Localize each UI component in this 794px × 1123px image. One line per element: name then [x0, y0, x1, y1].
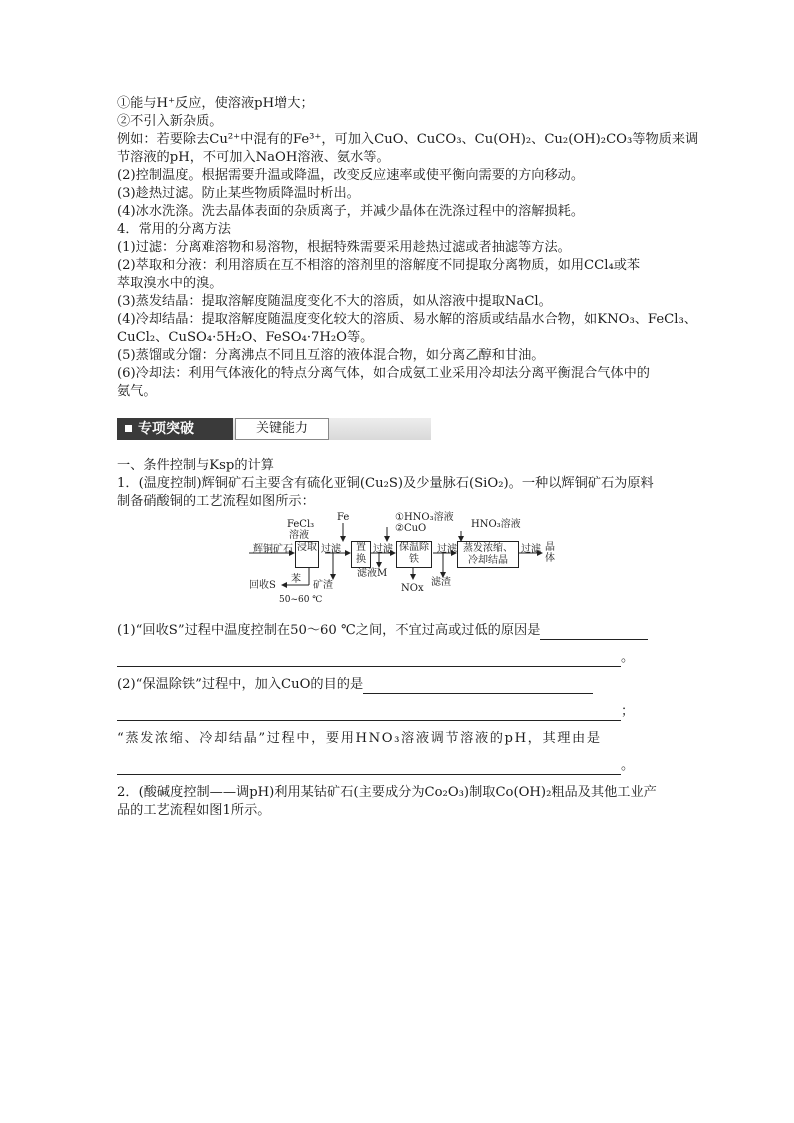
recover-label: 回收S — [249, 580, 276, 591]
sub-question: “蒸发浓缩、冷却结晶”过程中，要用HNO₃溶液调节溶液的pH，其理由是 — [117, 731, 602, 746]
residue-label: 矿渣 — [313, 580, 333, 591]
answer-blank[interactable] — [363, 679, 593, 694]
sub-question: (2)“保温除铁”过程中，加入CuO的目的是 — [117, 676, 679, 694]
filter-label: 过滤 — [321, 544, 341, 555]
filter-label: 过滤 — [521, 544, 541, 555]
text-line: (1)过滤：分离难溶物和易溶物，根据特殊需要采用趁热过滤或者抽滤等方法。 — [117, 240, 571, 255]
question-2-text: 品的工艺流程如图1所示。 — [117, 803, 271, 818]
nox-label: NOx — [401, 583, 424, 594]
text-line: 节溶液的pH，不可加入NaOH溶液、氨水等。 — [117, 150, 390, 165]
text-line: (3)趁热过滤。防止某些物质降温时析出。 — [117, 186, 360, 201]
square-bullet-icon — [125, 425, 132, 432]
text-line: 氨气。 — [117, 384, 157, 399]
answer-blank[interactable] — [117, 652, 621, 667]
question-1-text: 1．(温度控制)辉铜矿石主要含有硫化亚铜(Cu₂S)及少量脉石(SiO₂)。一种以辉铜矿石为原料 — [117, 476, 654, 491]
process-flow-diagram — [249, 512, 569, 612]
reagent-label: FeCl₃ — [287, 519, 315, 530]
text-line: (2)控制温度。根据需要升温或降温，改变反应速率或使平衡向需要的方向移动。 — [117, 168, 585, 183]
reagent-label: ②CuO — [395, 523, 427, 534]
text-line: 4．常用的分离方法 — [117, 222, 231, 237]
text-line: 例如：若要除去Cu²⁺中混有的Fe³⁺，可加入CuO、CuCO₃、Cu(OH)₂、Cu₂(OH)₂CO₃等物质来调 — [117, 132, 699, 147]
text-line: (2)萃取和分液：利用溶质在互不相溶的溶剂里的溶解度不同提取分离物质，如用CCl₄或苯 — [117, 258, 641, 273]
reagent-label: 溶液 — [289, 530, 309, 541]
banner-tag: 关键能力 — [235, 418, 329, 440]
answer-line: ； — [117, 703, 679, 721]
text-line: (6)冷却法：利用气体液化的特点分离气体，如合成氨工业采用冷却法分离平衡混合气体中的 — [117, 366, 650, 381]
step-box: 浸取 — [295, 541, 319, 568]
answer-blank[interactable] — [540, 625, 648, 640]
banner-section-label: 专项突破 — [117, 418, 233, 440]
filtrate-label: 滤液M — [357, 568, 388, 579]
answer-line: 。 — [117, 649, 679, 667]
reagent-label: Fe — [337, 512, 350, 523]
residue-label: 滤渣 — [431, 577, 451, 588]
text-line: ①能与H⁺反应，使溶液pH增大； — [117, 96, 314, 111]
benzene-label: 苯 — [291, 574, 301, 585]
section-banner — [117, 415, 431, 441]
text-line: ②不引入新杂质。 — [117, 114, 223, 129]
step-box: 蒸发浓缩、冷却结晶 — [457, 541, 519, 568]
text-line: (3)蒸发结晶：提取溶解度随温度变化不大的溶质，如从溶液中提取NaCl。 — [117, 294, 552, 309]
output-label: 晶体 — [545, 542, 555, 564]
text-line: CuCl₂、CuSO₄·5H₂O、FeSO₄·7H₂O等。 — [117, 330, 374, 345]
input-label: 辉铜矿石 — [253, 544, 293, 555]
filter-label: 过滤 — [373, 544, 393, 555]
filter-label: 过滤 — [437, 544, 457, 555]
text-line: (5)蒸馏或分馏：分离沸点不同且互溶的液体混合物，如分离乙醇和甘油。 — [117, 348, 545, 363]
question-2-text: 2．(酸碱度控制——调pH)利用某钴矿石(主要成分为Co₂O₃)制取Co(OH)₂粗品及其他工业产 — [117, 785, 657, 800]
temperature-label: 50~60 ℃ — [279, 595, 323, 605]
step-box: 保温除铁 — [396, 541, 432, 568]
document-page — [117, 95, 699, 820]
reagent-label: ①HNO₃溶液 — [395, 512, 454, 523]
text-line: 萃取溴水中的溴。 — [117, 276, 223, 291]
sub-question: (1)“回收S”过程中温度控制在50～60 ℃之间，不宜过高或过低的原因是 — [117, 622, 679, 640]
answer-blank[interactable] — [117, 760, 621, 775]
answer-blank[interactable] — [117, 706, 621, 721]
question-heading: 一、条件控制与Ksp的计算 — [117, 458, 274, 473]
text-line: (4)冰水洗涤。洗去晶体表面的杂质离子，并减少晶体在洗涤过程中的溶解损耗。 — [117, 204, 585, 219]
answer-line: 。 — [117, 757, 679, 775]
text-line: (4)冷却结晶：提取溶解度随温度变化较大的溶质、易水解的溶质或结晶水合物，如KNO₃、FeCl₃、 — [117, 312, 697, 327]
question-1-text: 制备硝酸铜的工艺流程如图所示： — [117, 494, 315, 509]
step-box: 置换 — [351, 541, 371, 568]
reagent-label: HNO₃溶液 — [471, 519, 521, 530]
